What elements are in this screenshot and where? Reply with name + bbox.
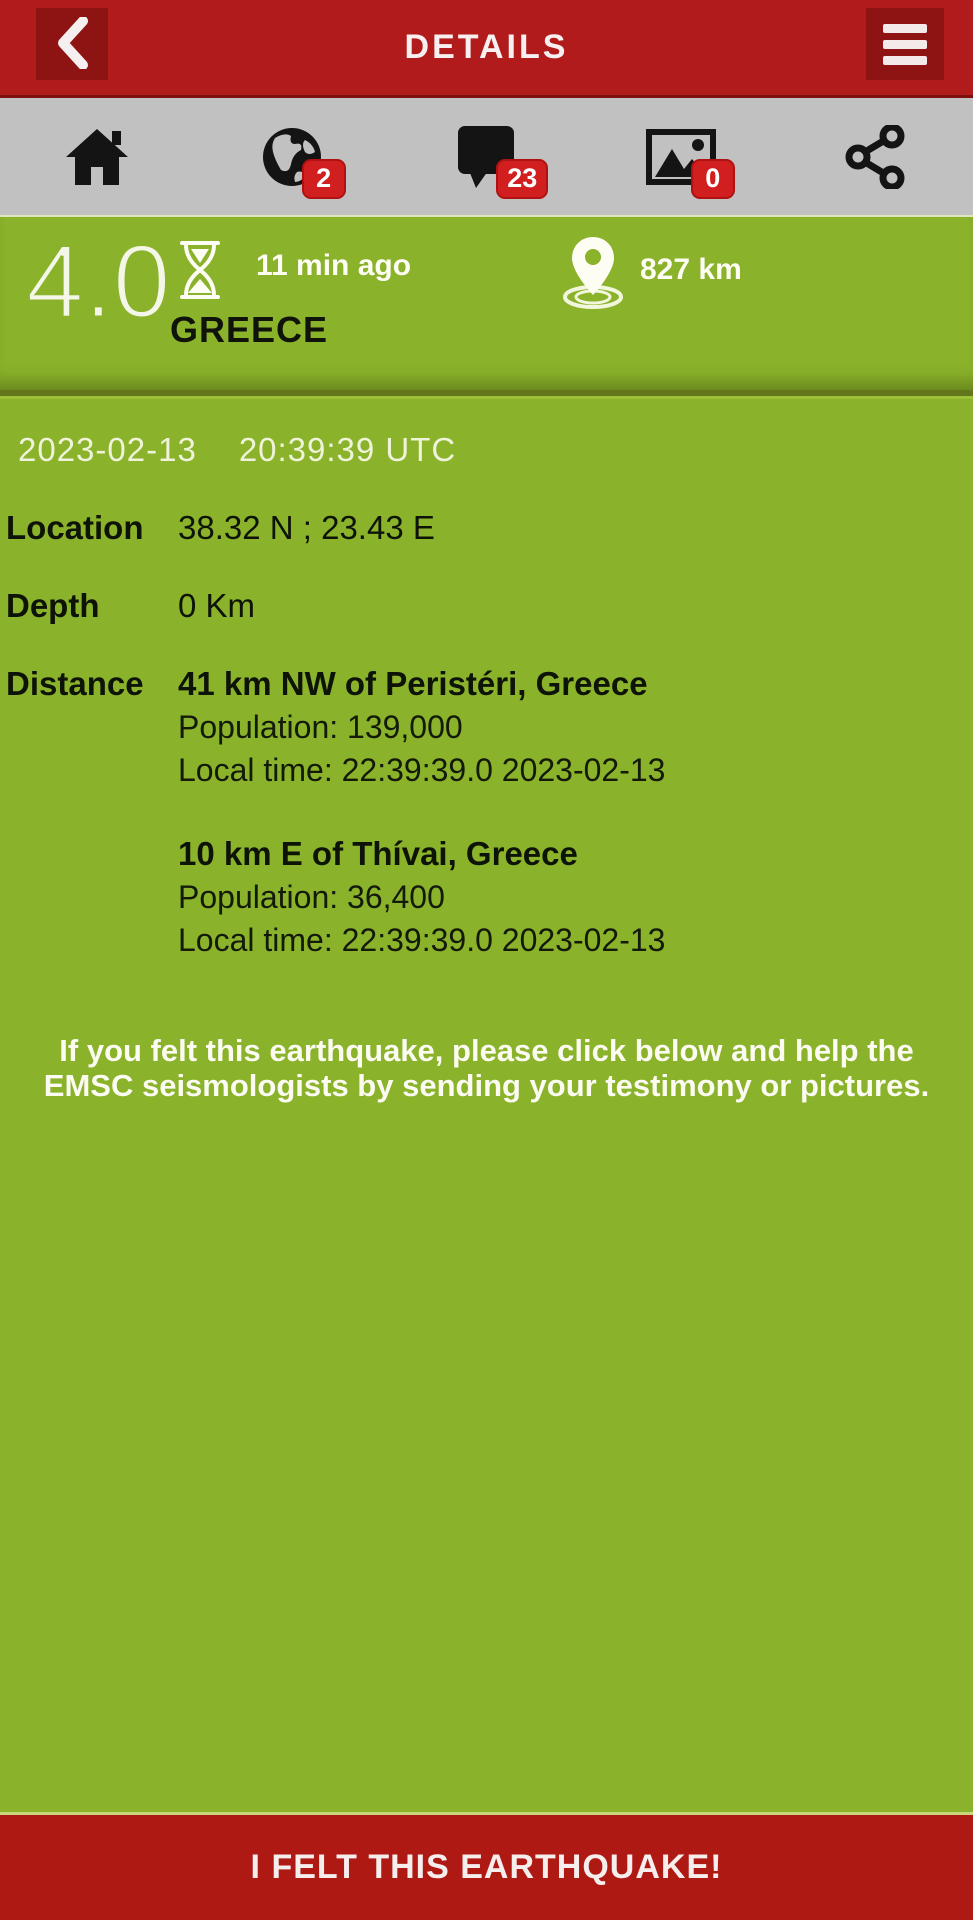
comments-button[interactable] <box>389 98 584 215</box>
page-title: DETAILS <box>404 28 569 66</box>
back-chevron-icon <box>55 17 89 72</box>
location-value: 38.32 N ; 23.43 E <box>178 509 435 546</box>
menu-button[interactable] <box>866 8 944 80</box>
distance-from-user: 827 km <box>640 253 742 286</box>
share-icon <box>845 125 907 189</box>
comments-badge: 23 <box>496 159 548 199</box>
quake-details <box>0 399 973 1103</box>
place-local-time: Local time: 22:39:39.0 2023-02-13 <box>178 752 666 788</box>
photos-button[interactable] <box>584 98 779 215</box>
depth-value: 0 Km <box>178 587 256 624</box>
place-population: Population: 36,400 <box>178 879 445 915</box>
home-icon <box>64 127 130 187</box>
share-button[interactable] <box>778 98 973 215</box>
photos-badge: 0 <box>691 159 735 199</box>
nearby-place <box>178 665 665 789</box>
hourglass-icon <box>178 239 222 306</box>
top-bar <box>0 0 973 98</box>
distance-detail-row <box>0 665 973 959</box>
location-pin-icon <box>560 235 626 314</box>
distance-label: Distance <box>6 665 144 702</box>
place-title: 41 km NW of Peristéri, Greece <box>178 665 648 702</box>
time-ago-row <box>178 239 411 306</box>
place-title: 10 km E of Thívai, Greece <box>178 835 578 872</box>
icon-toolbar <box>0 98 973 217</box>
quake-summary <box>0 217 973 390</box>
nearby-quakes-badge: 2 <box>302 159 346 199</box>
place-local-time: Local time: 22:39:39.0 2023-02-13 <box>178 922 666 958</box>
back-button[interactable] <box>36 8 108 80</box>
distance-row <box>560 235 742 314</box>
detail-panel <box>0 217 973 1812</box>
utc-datetime <box>18 431 973 469</box>
time-ago-label: 11 min ago <box>256 249 412 282</box>
section-divider <box>0 390 973 399</box>
nearby-place <box>178 835 665 959</box>
location-row <box>0 509 973 547</box>
home-button[interactable] <box>0 98 195 215</box>
place-population: Population: 139,000 <box>178 709 463 745</box>
utc-date: 2023-02-13 <box>18 431 197 468</box>
location-label: Location <box>6 509 144 546</box>
magnitude-value: 4.0 <box>26 224 171 340</box>
hamburger-icon <box>883 24 927 65</box>
utc-time: 20:39:39 UTC <box>238 431 457 468</box>
i-felt-this-earthquake-button[interactable]: I FELT THIS EARTHQUAKE! <box>0 1812 973 1920</box>
nearby-quakes-button[interactable] <box>195 98 390 215</box>
felt-prompt-text: If you felt this earthquake, please click below and help the EMSC seismologists by sending your testimony or pictures. <box>43 1033 930 1104</box>
depth-row <box>0 587 973 625</box>
depth-label: Depth <box>6 587 100 624</box>
region-name: GREECE <box>170 309 329 350</box>
